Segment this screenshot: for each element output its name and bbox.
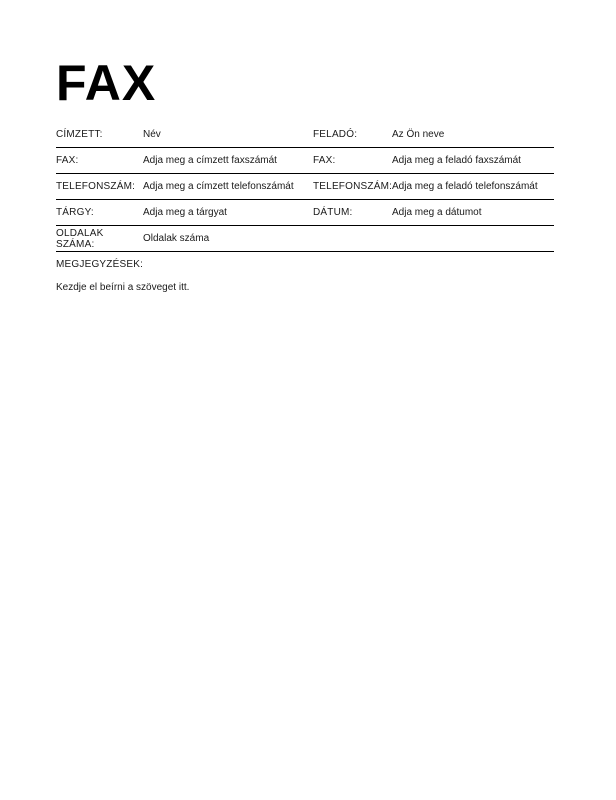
details-row-phone: [56, 174, 554, 200]
sender-label: FELADÓ:: [313, 129, 358, 140]
recipient-phone-label: TELEFONSZÁM:: [56, 181, 136, 192]
sender-phone-label: TELEFONSZÁM:: [313, 181, 393, 192]
details-row-recipient: [56, 122, 554, 148]
sender-phone-field[interactable]: Adja meg a feladó telefonszámát: [392, 181, 538, 192]
date-field[interactable]: Adja meg a dátumot: [392, 207, 482, 218]
fax-details-table: [56, 122, 554, 252]
details-row-pages: [56, 226, 554, 252]
details-row-fax: [56, 148, 554, 174]
sender-fax-field[interactable]: Adja meg a feladó faxszámát: [392, 155, 521, 166]
notes-label: MEGJEGYZÉSEK:: [56, 259, 144, 270]
recipient-fax-label: FAX:: [56, 155, 79, 166]
recipient-label: CÍMZETT:: [56, 129, 103, 140]
date-label: DÁTUM:: [313, 207, 353, 218]
subject-label: TÁRGY:: [56, 207, 94, 218]
recipient-name-field[interactable]: Név: [143, 129, 161, 140]
recipient-fax-field[interactable]: Adja meg a címzett faxszámát: [143, 155, 277, 166]
sender-name-field[interactable]: Az Ön neve: [392, 129, 445, 140]
sender-fax-label: FAX:: [313, 155, 336, 166]
details-row-subject-date: [56, 200, 554, 226]
page-count-field[interactable]: Oldalak száma: [143, 233, 210, 244]
notes-body-field[interactable]: Kezdje el beírni a szöveget itt.: [56, 282, 190, 293]
subject-field[interactable]: Adja meg a tárgyat: [143, 207, 227, 218]
page-count-label: OLDALAK SZÁMA:: [56, 227, 104, 250]
recipient-phone-field[interactable]: Adja meg a címzett telefonszámát: [143, 181, 294, 192]
document-title: FAX: [56, 55, 157, 111]
